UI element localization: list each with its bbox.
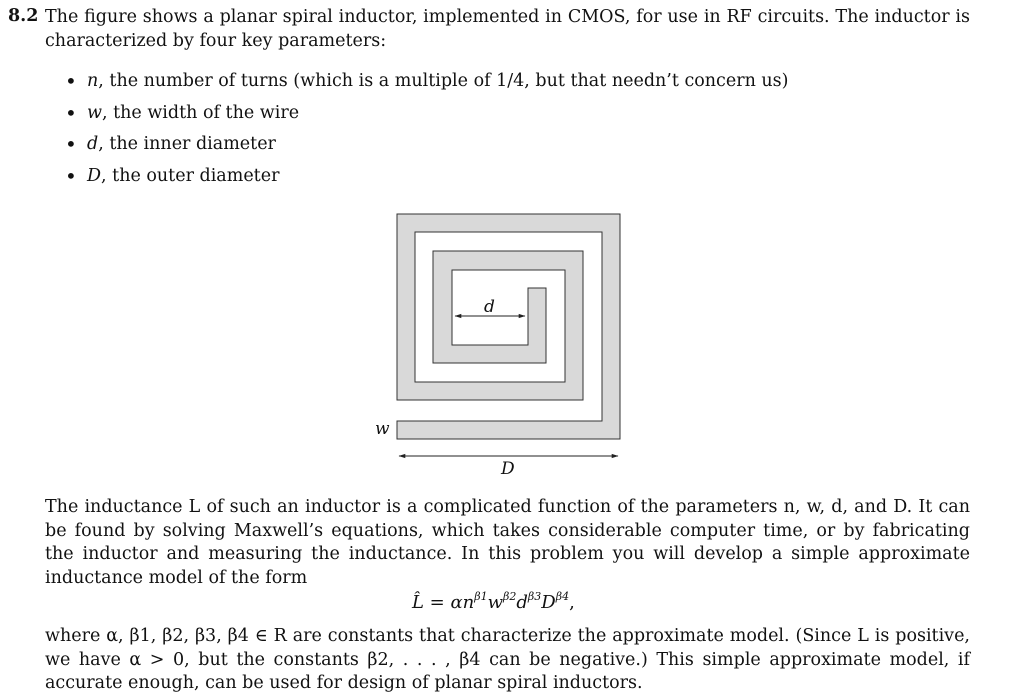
list-item bbox=[45, 66, 789, 98]
formula-tail: , bbox=[569, 592, 575, 613]
spiral-outer-ring bbox=[397, 214, 620, 439]
intro-paragraph: The figure shows a planar spiral inductor, implemented in CMOS, for use in RF circuits. The inductor is characterized by four key parameters: bbox=[45, 7, 970, 51]
problem-number: 8.2 bbox=[8, 6, 39, 26]
formula-exp-3: β3 bbox=[527, 590, 542, 603]
spiral-trace bbox=[397, 214, 620, 439]
bullet-text: , the number of turns (which is a multiple of 1/4, but that needn’t concern us) bbox=[98, 71, 789, 91]
formula-D: D bbox=[541, 592, 556, 613]
d-label: d bbox=[484, 297, 495, 317]
model-paragraph: The inductance L of such an inductor is a complicated function of the parameters n, w, d, and D. It can be found by solving Maxwell’s equations, which takes considerable computer time, or by fabricating the inductor and measuring the inductance. In this problem you will develop a simple approximate inductance model of the form bbox=[45, 497, 970, 588]
bullet-symbol-w: w bbox=[87, 102, 102, 123]
list-item bbox=[45, 161, 789, 193]
formula-exp-2: β2 bbox=[503, 590, 517, 603]
w-label: w bbox=[375, 419, 390, 439]
spiral-inductor-figure bbox=[360, 205, 640, 480]
model-formula bbox=[412, 590, 575, 613]
list-item bbox=[45, 98, 789, 130]
D-label: D bbox=[501, 459, 515, 479]
formula-w: w bbox=[487, 592, 504, 613]
list-item bbox=[45, 129, 789, 161]
bullet-symbol-D: D bbox=[87, 165, 102, 186]
formula-lhs: L̂ = αn bbox=[412, 592, 475, 613]
constants-paragraph: where α, β1, β2, β3, β4 ∈ R are constants that characterize the approximate model. (Since L is positive, we have α > 0, but the constants β2, . . . , β4 can be negative.) This simple approximate model, if accurate enough, can be used for design of planar spiral inductors. bbox=[45, 626, 970, 693]
bullet-symbol-n: n bbox=[87, 71, 99, 91]
parameter-list bbox=[45, 66, 789, 192]
bullet-text: , the outer diameter bbox=[101, 165, 280, 186]
bullet-text: , the inner diameter bbox=[98, 134, 276, 154]
formula-exp-4: β4 bbox=[555, 590, 570, 603]
formula-d: d bbox=[516, 592, 528, 613]
bullet-symbol-d: d bbox=[87, 134, 99, 154]
formula-exp-1: β1 bbox=[474, 590, 488, 603]
bullet-text: , the width of the wire bbox=[101, 102, 300, 123]
